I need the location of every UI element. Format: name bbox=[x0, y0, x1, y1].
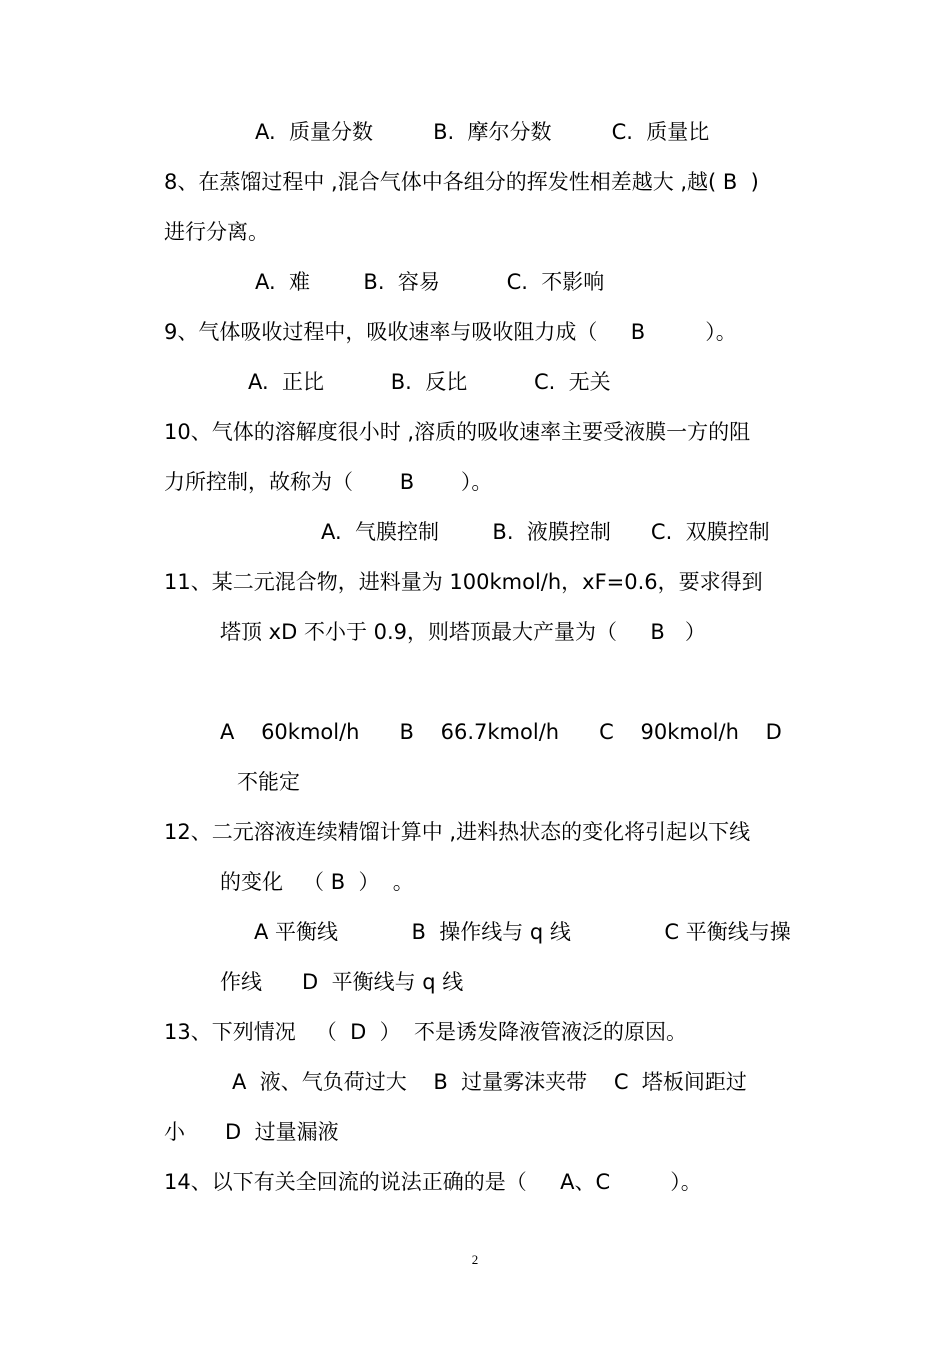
q7-options: A. 质量分数 B. 摩尔分数 C. 质量比 bbox=[255, 120, 710, 144]
q11-stem-line2: 塔顶 xD 不小于 0.9，则塔顶最大产量为（ B ） bbox=[220, 620, 706, 644]
q10-stem-line2: 力所控制，故称为（ B ）。 bbox=[164, 470, 493, 494]
q12-options-line2: 作线 D 平衡线与 q 线 bbox=[220, 970, 464, 994]
q10-options: A. 气膜控制 B. 液膜控制 C. 双膜控制 bbox=[321, 520, 770, 544]
q11-options-line2: 不能定 bbox=[237, 770, 300, 794]
q11-options-line1: A 60kmol/h B 66.7kmol/h C 90kmol/h D bbox=[220, 720, 782, 744]
q12-options-line1: A 平衡线 B 操作线与 q 线 C 平衡线与操 bbox=[254, 920, 791, 944]
q10-stem-line1: 10、气体的溶解度很小时 ,溶质的吸收速率主要受液膜一方的阻 bbox=[164, 420, 751, 444]
page-number: 2 bbox=[471, 1252, 479, 1267]
q11-stem-line1: 11、某二元混合物，进料量为 100kmol/h，xF=0.6，要求得到 bbox=[164, 570, 763, 594]
q14-stem: 14、以下有关全回流的说法正确的是（ A、C ）。 bbox=[164, 1170, 702, 1194]
q8-stem-line2: 进行分离。 bbox=[164, 220, 269, 244]
q12-stem-line1: 12、二元溶液连续精馏计算中 ,进料热状态的变化将引起以下线 bbox=[164, 820, 751, 844]
q13-options-line1: A 液、气负荷过大 B 过量雾沫夹带 C 塔板间距过 bbox=[232, 1070, 747, 1094]
q8-stem-line1: 8、在蒸馏过程中 ,混合气体中各组分的挥发性相差越大 ,越( B ) bbox=[164, 170, 759, 194]
q9-options: A. 正比 B. 反比 C. 无关 bbox=[248, 370, 611, 394]
q8-options: A. 难 B. 容易 C. 不影响 bbox=[255, 270, 605, 294]
q12-stem-line2: 的变化 （ B ） 。 bbox=[220, 870, 414, 894]
q13-stem: 13、下列情况 （ D ） 不是诱发降液管液泛的原因。 bbox=[164, 1020, 687, 1044]
q9-stem: 9、气体吸收过程中，吸收速率与吸收阻力成（ B ）。 bbox=[164, 320, 737, 344]
q13-options-line2: 小 D 过量漏液 bbox=[164, 1120, 339, 1144]
